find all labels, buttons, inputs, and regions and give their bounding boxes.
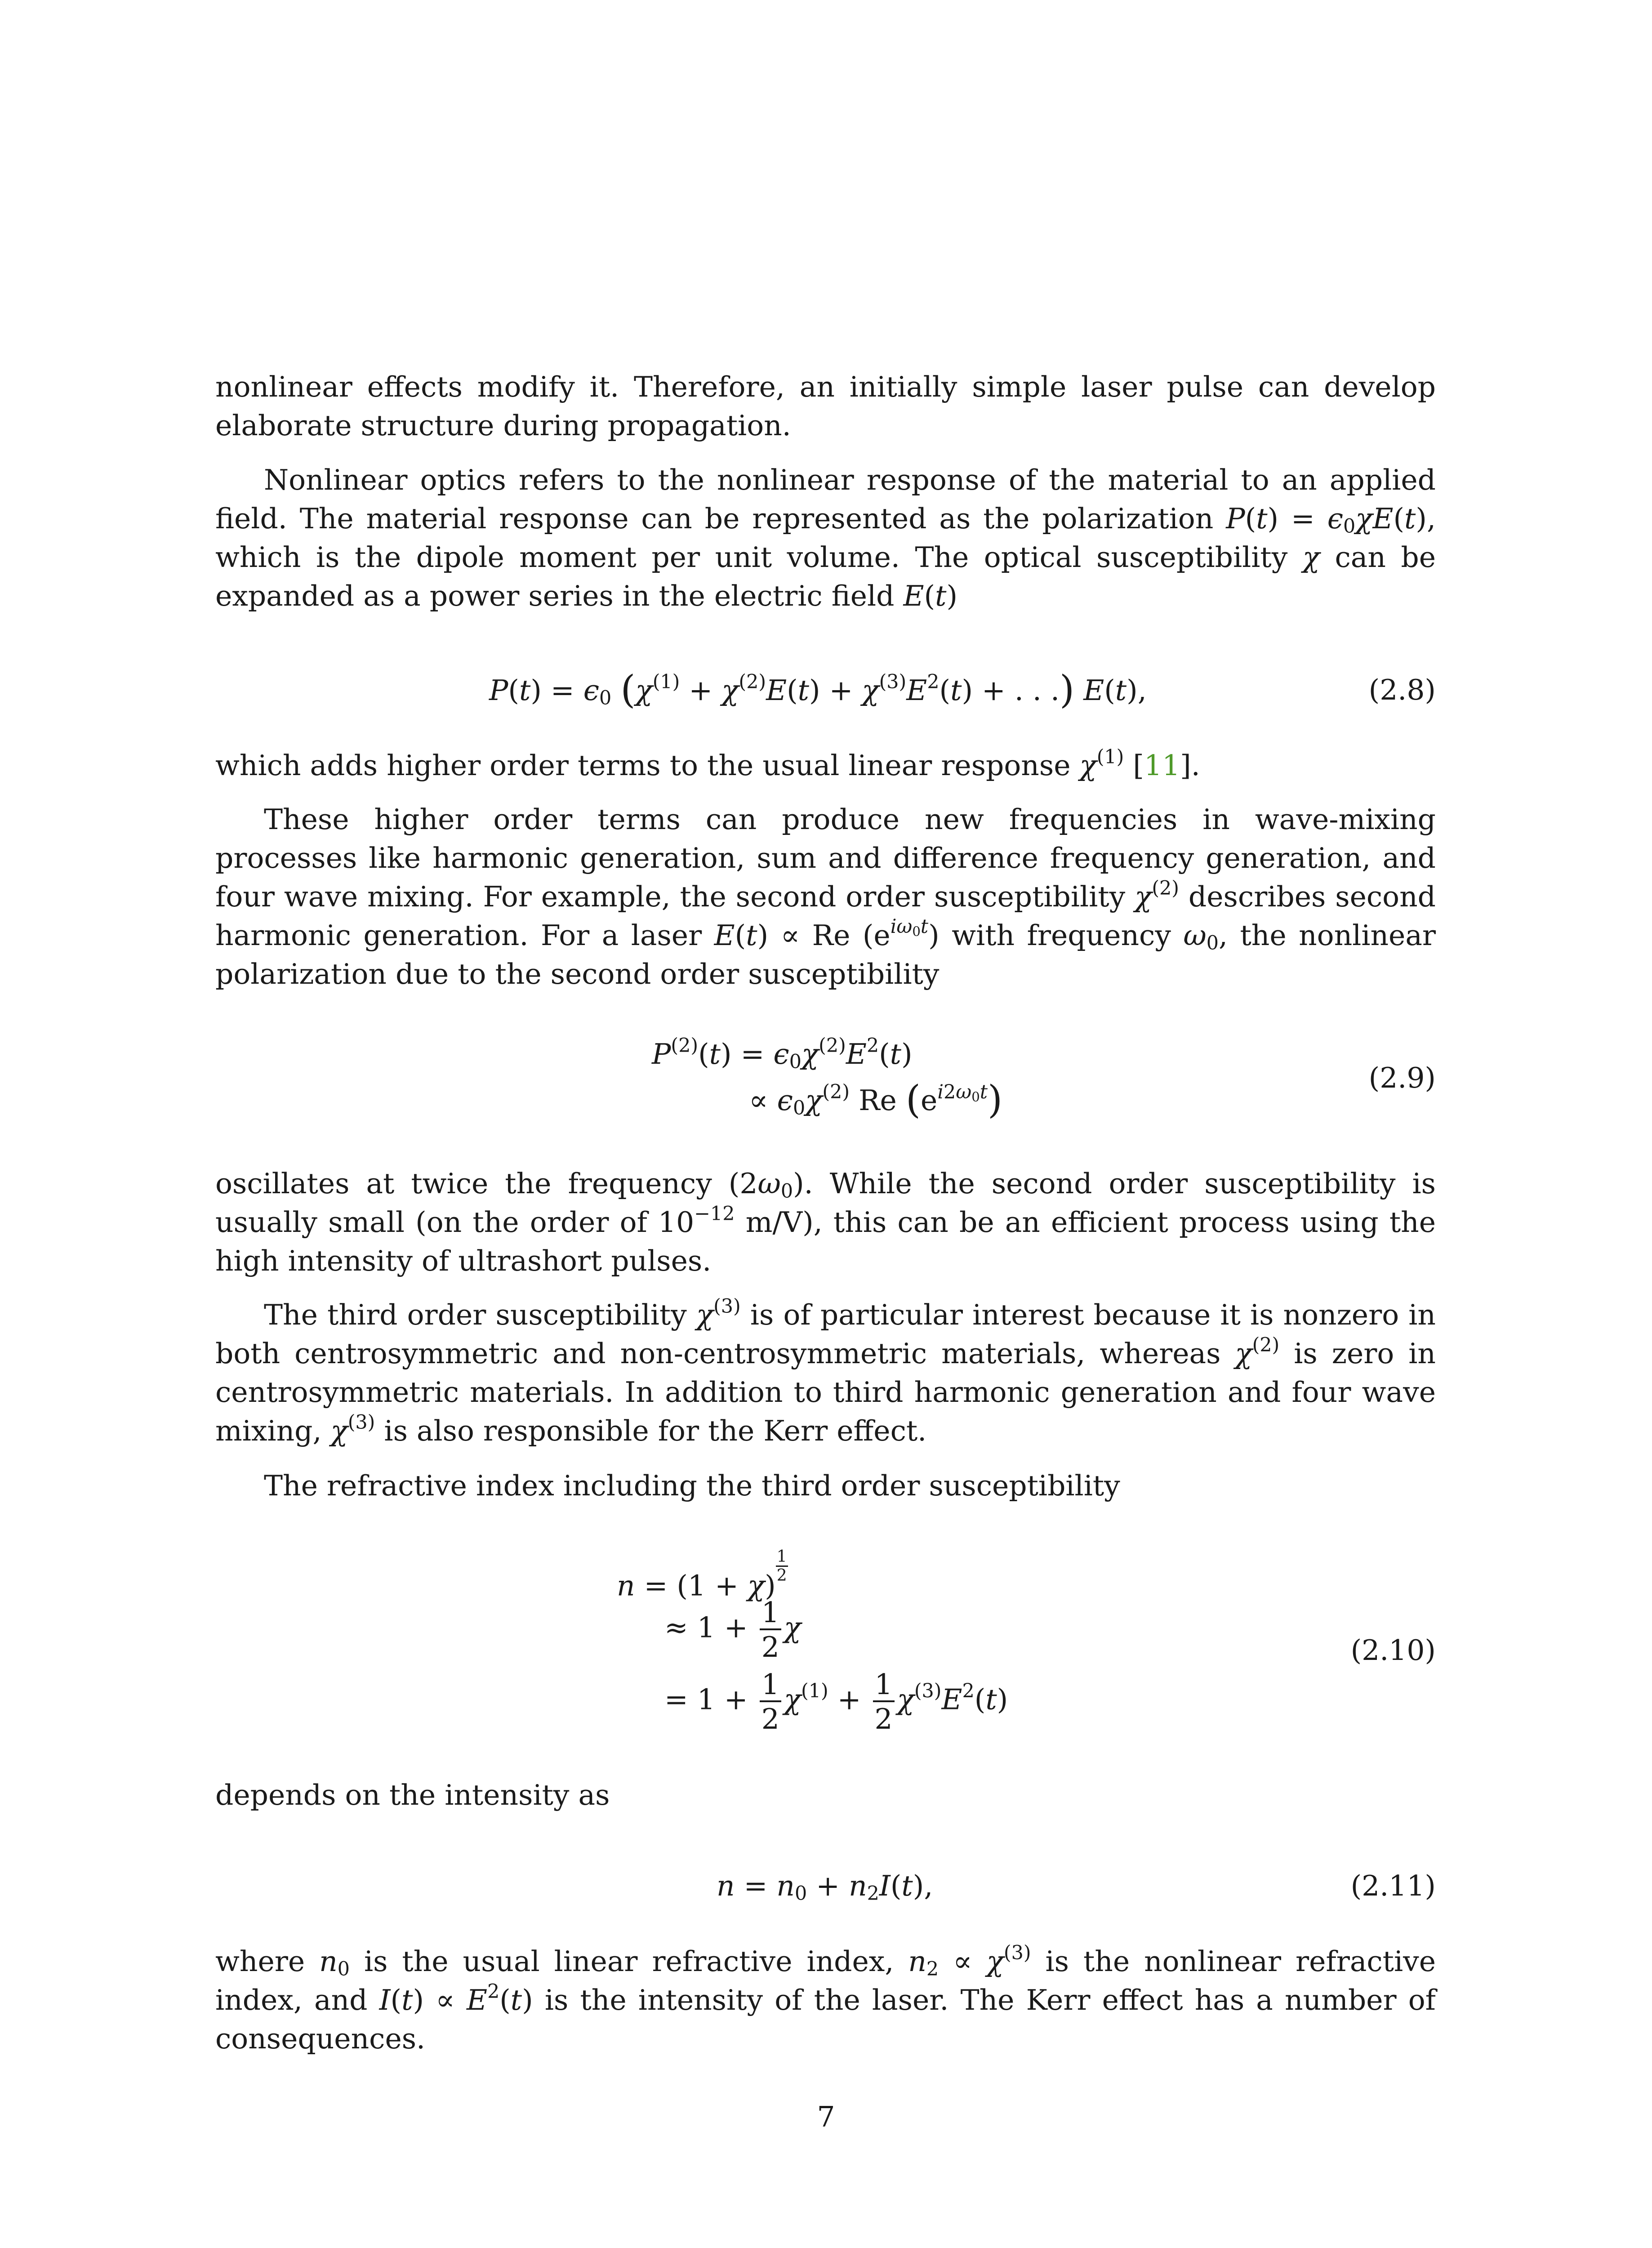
paragraph-kerr-effect: where $n_0$ is the usual linear refractive index, $n_2 \propto \chi^{(3)}$ is the nonlinear refractive index, and $I(t) \propto E^2(t)$ is the intensity of the laser. The Kerr effect has a number of consequences. [215, 1941, 1436, 2055]
paragraph-linear-response: which adds higher order terms to the usual linear response $\chi^{(1)}$ [11]. [215, 745, 1200, 782]
paragraph-third-order: The third order susceptibility $\chi^{(3)}$ is of particular interest because it is nonzero in both centrosymmetric and non-centrosymmetric materials, whereas $\chi^{(2)}$ is zero in centrosymmetric materials. In addition to third harmonic generation and four wave mixing, $\chi^{(3)}$ is also responsible for the Kerr effect. [215, 1295, 1436, 1447]
equation-2-8: $P(t) = \epsilon_0$ ($\chi^{(1)} + \chi^{(2)}E(t) + \chi^{(3)}E^2(t)$ + . . .) E(t), [489, 668, 1147, 712]
text-segment: oscillates at twice the frequency (2 [215, 1167, 758, 1200]
text-segment: m/V), this can be an efficient process using the high intensity of ultrashort pulses. [215, 1206, 1436, 1277]
text-segment: is zero in centrosymmetric materials. In addition to third harmonic generation and four wave mixing, [215, 1337, 1436, 1447]
equation-2-10-line-3: = 1 + $\frac{1}{2}$ $\chi^{(1)}$ + $\frac{1}{2}$ $\chi^{(3)}E^2(t)$ [664, 1668, 1008, 1735]
text-segment: which adds higher order terms to the usual linear response [215, 749, 1080, 782]
paragraph-text: nonlinear effects modify it. Therefore, an initially simple laser pulse can develop elaborate structure during propagation. [215, 370, 1436, 442]
text-segment: describes second harmonic generation. For a laser [215, 880, 1436, 952]
paragraph-twice-frequency: oscillates at twice the frequency $(2\omega_0)$. While the second order susceptibility is usually small (on the order of $10^{-12}$ m/V), this can be an efficient process using the high intensity of ultrashort pulses. [215, 1167, 1436, 1277]
text-segment: . [1191, 749, 1200, 782]
text-segment: is the intensity of the laser. The Kerr effect has a number of consequences. [215, 1984, 1436, 2055]
citation-link[interactable]: 11 [1144, 749, 1180, 782]
paragraph-refractive-index [215, 1467, 1436, 1505]
exponent: −12 [694, 1202, 735, 1225]
paragraph-text: The refractive index including the third order susceptibility [264, 1469, 1120, 1502]
text-segment: Nonlinear optics refers to the nonlinear response of the material to an applied field. The material response can be represented as the polarization [215, 464, 1436, 535]
equation-2-9-line-1: $P^{(2)}(t) = \epsilon_0\chi^{(2)}E^2(t)$ [652, 1034, 913, 1073]
text-segment: can be expanded as a power series in the electric field [215, 541, 1436, 612]
paragraph-nonlinear-optics: Nonlinear optics refers to the nonlinear response of the material to an applied field. The material response can be represented as the polarization $P(t) = \epsilon_0\chi E(t)$, which is the dipole moment per unit volume. The optical susceptibility χ can be expanded as a power series in the electric field E(t) [215, 464, 1436, 612]
text-segment: is the nonlinear refractive index, and [215, 1945, 1436, 2016]
text-segment: These higher order terms can produce new frequencies in wave-mixing processes like harmonic generation, sum and difference frequency generation, and four wave mixing. For example, the second order susceptibility [215, 803, 1436, 913]
text-segment: is the usual linear refractive index, [349, 1945, 908, 1978]
paragraph-continuation [215, 368, 1436, 445]
text-segment: ). While the second order susceptibility is usually small (on the order of 10 [215, 1167, 1436, 1239]
equation-2-10-line-2: ≈ 1 + $\frac{1}{2}$ χ [664, 1596, 802, 1664]
text-segment: is also responsible for the Kerr effect. [375, 1414, 927, 1447]
text-segment: , which is the dipole moment per unit volume. The optical susceptibility [215, 502, 1436, 574]
equation-number-2-9: (2.9) [1368, 1062, 1436, 1094]
equation-2-9-line-2: ∝ $\epsilon_0\chi^{(2)}$ Re $(e^{i2\omega_0t})$ [749, 1078, 1003, 1122]
equation-number-2-8: (2.8) [1368, 674, 1436, 706]
paragraph-higher-order-terms: These higher order terms can produce new frequencies in wave-mixing processes like harmonic generation, sum and difference frequency generation, and four wave mixing. For example, the second order susceptibility $\chi^{(2)}$ describes second harmonic generation. For a laser E(t) ∝ Re $(e^{i\omega_0t})$ with frequency $\omega_0$, the nonlinear polarization due to the second order susceptibility [215, 803, 1436, 990]
equation-number-2-11: (2.11) [1350, 1869, 1436, 1902]
page-number: 7 [817, 2101, 835, 2133]
paragraph-text: depends on the intensity as [215, 1779, 610, 1811]
paragraph-depends-intensity [215, 1776, 1436, 1815]
text-segment: , the nonlinear polarization due to the second order susceptibility [215, 919, 1436, 990]
equation-2-10-line-1: n = (1 + χ) $\frac{1}{2}$ [617, 1548, 787, 1602]
text-segment: The third order susceptibility [264, 1298, 696, 1331]
equation-2-11: $n = n_0 + n_2I(t)$, [717, 1869, 933, 1905]
text-segment: where [215, 1945, 320, 1978]
text-segment: is of particular interest because it is nonzero in both centrosymmetric and non-centrosymmetric materials, whereas [215, 1298, 1436, 1370]
text-segment: with frequency [939, 919, 1184, 952]
equation-number-2-10: (2.10) [1350, 1634, 1436, 1667]
